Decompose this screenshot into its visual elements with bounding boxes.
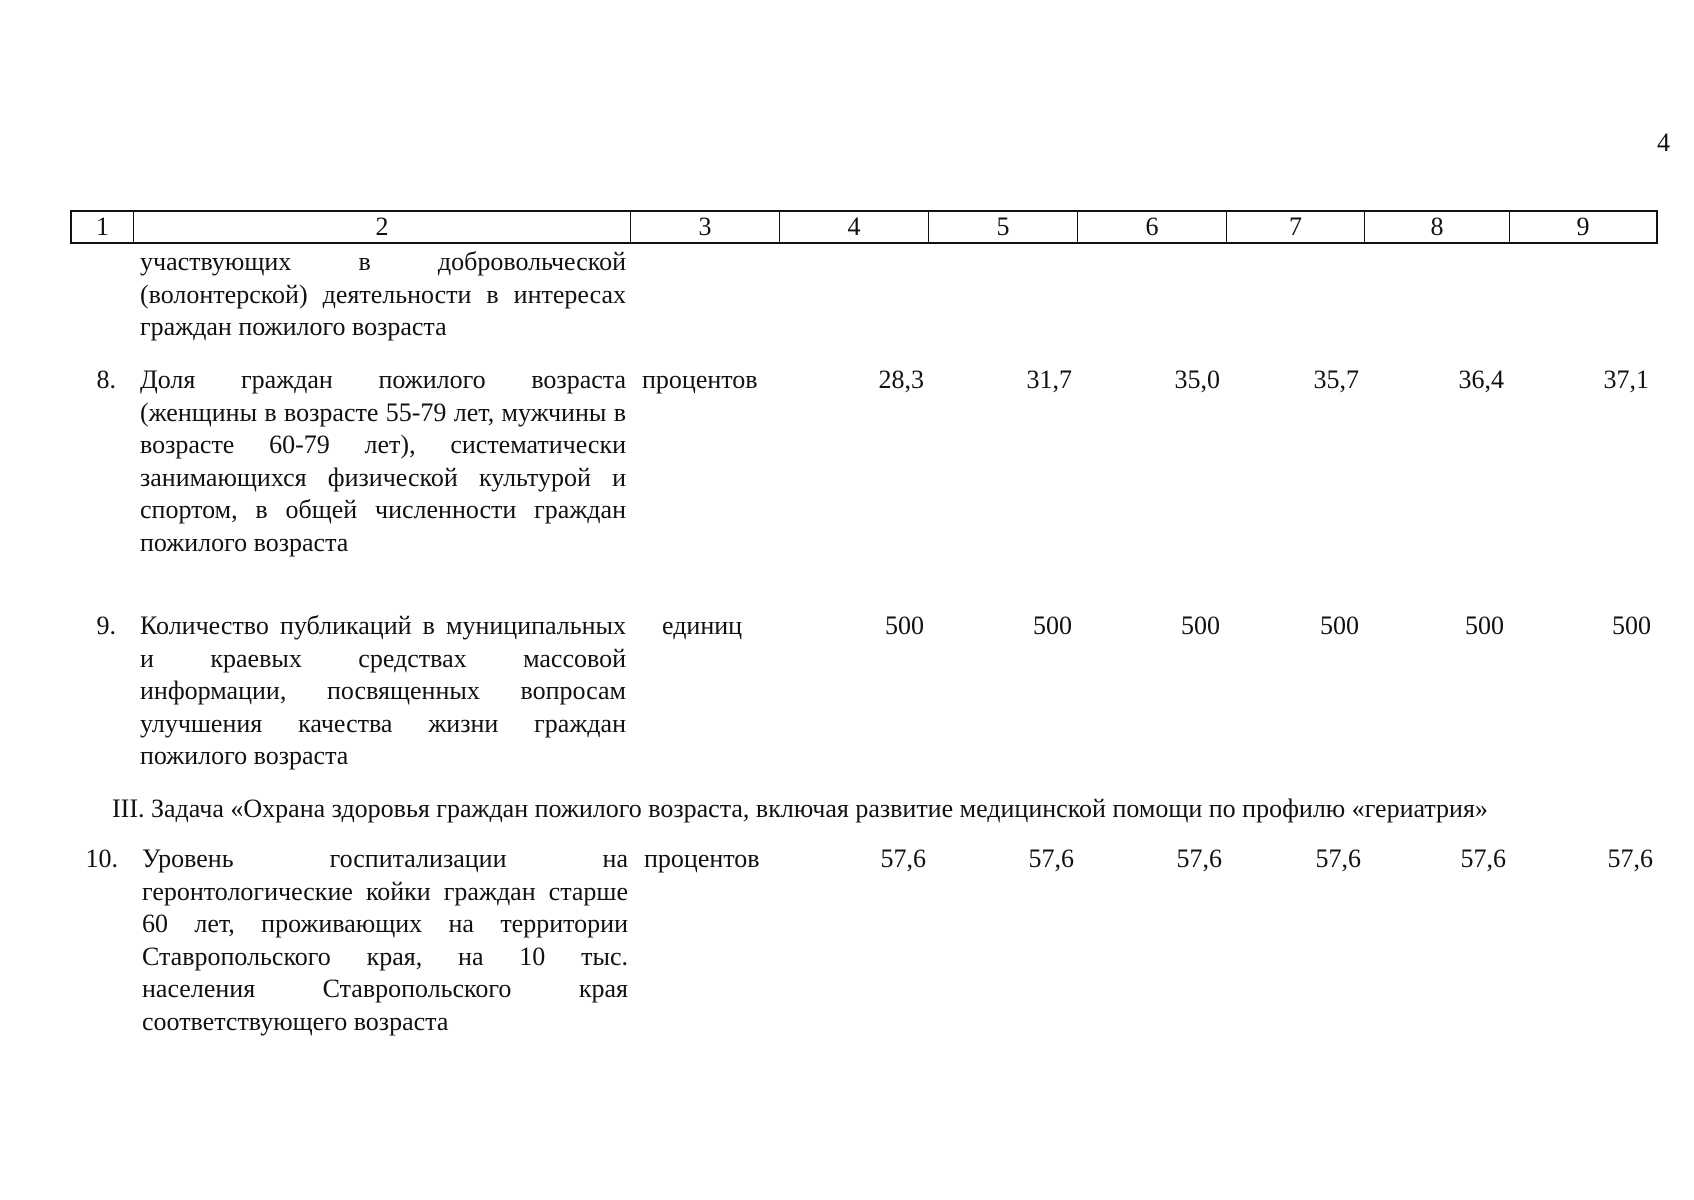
indicator-description: Доля граждан пожилого возраста (женщины в возрасте 55-79 лет, мужчины в возрасте 60-79 лет), систематически занимающихся физической культурой и спортом, в общей численности граждан пожилого возраста — [140, 365, 626, 557]
column-header-5: 5 — [929, 212, 1078, 242]
value-col-7: 57,6 — [1315, 844, 1361, 873]
value-col-6: 35,0 — [1174, 365, 1220, 394]
section-heading: III. Задача «Охрана здоровья граждан пожилого возраста, включая развитие медицинской помощи по профилю «гериатрия» — [112, 794, 1488, 823]
indicator-description: участвующих в добровольческой (волонтерской) деятельности в интересах граждан пожилого возраста — [140, 247, 626, 342]
value-col-5: 500 — [1033, 611, 1072, 640]
value-col-9: 500 — [1612, 611, 1651, 640]
column-header-3: 3 — [631, 212, 780, 242]
column-header-9: 9 — [1576, 212, 1590, 241]
value-col-8: 36,4 — [1458, 365, 1504, 394]
unit-of-measure: единиц — [662, 611, 743, 640]
column-header-4: 4 — [780, 212, 929, 242]
value-col-9: 37,1 — [1603, 365, 1649, 394]
value-col-9: 57,6 — [1607, 844, 1653, 873]
unit-of-measure: процентов — [644, 844, 760, 873]
value-col-4: 28,3 — [878, 365, 924, 394]
value-col-5: 31,7 — [1026, 365, 1072, 394]
row-number: 9. — [96, 611, 116, 640]
page-number: 4 — [1657, 128, 1670, 157]
value-col-8: 500 — [1465, 611, 1504, 640]
value-col-6: 500 — [1181, 611, 1220, 640]
value-col-7: 500 — [1320, 611, 1359, 640]
unit-of-measure: процентов — [642, 365, 758, 394]
indicator-description: Количество публикаций в муниципальных и краевых средствах массовой информации, посвященных вопросам улучшения качества жизни граждан пожилого возраста — [140, 611, 626, 771]
value-col-6: 57,6 — [1176, 844, 1222, 873]
column-header-7: 7 — [1227, 212, 1365, 242]
column-header-8: 8 — [1365, 212, 1510, 242]
column-header-row — [70, 210, 1658, 244]
value-col-8: 57,6 — [1460, 844, 1506, 873]
indicator-description: Уровень госпитализации на геронтологические койки граждан старше 60 лет, проживающих на территории Ставропольского края, на 10 тыс. населения Ставропольского края соответствующего возраста — [142, 844, 628, 1036]
value-col-4: 57,6 — [880, 844, 926, 873]
column-header-1: 1 — [72, 212, 134, 242]
row-number: 8. — [96, 365, 116, 394]
value-col-4: 500 — [885, 611, 924, 640]
value-col-7: 35,7 — [1313, 365, 1359, 394]
value-col-5: 57,6 — [1028, 844, 1074, 873]
column-header-6: 6 — [1078, 212, 1227, 242]
row-number: 10. — [85, 844, 118, 873]
column-header-2: 2 — [134, 212, 631, 242]
